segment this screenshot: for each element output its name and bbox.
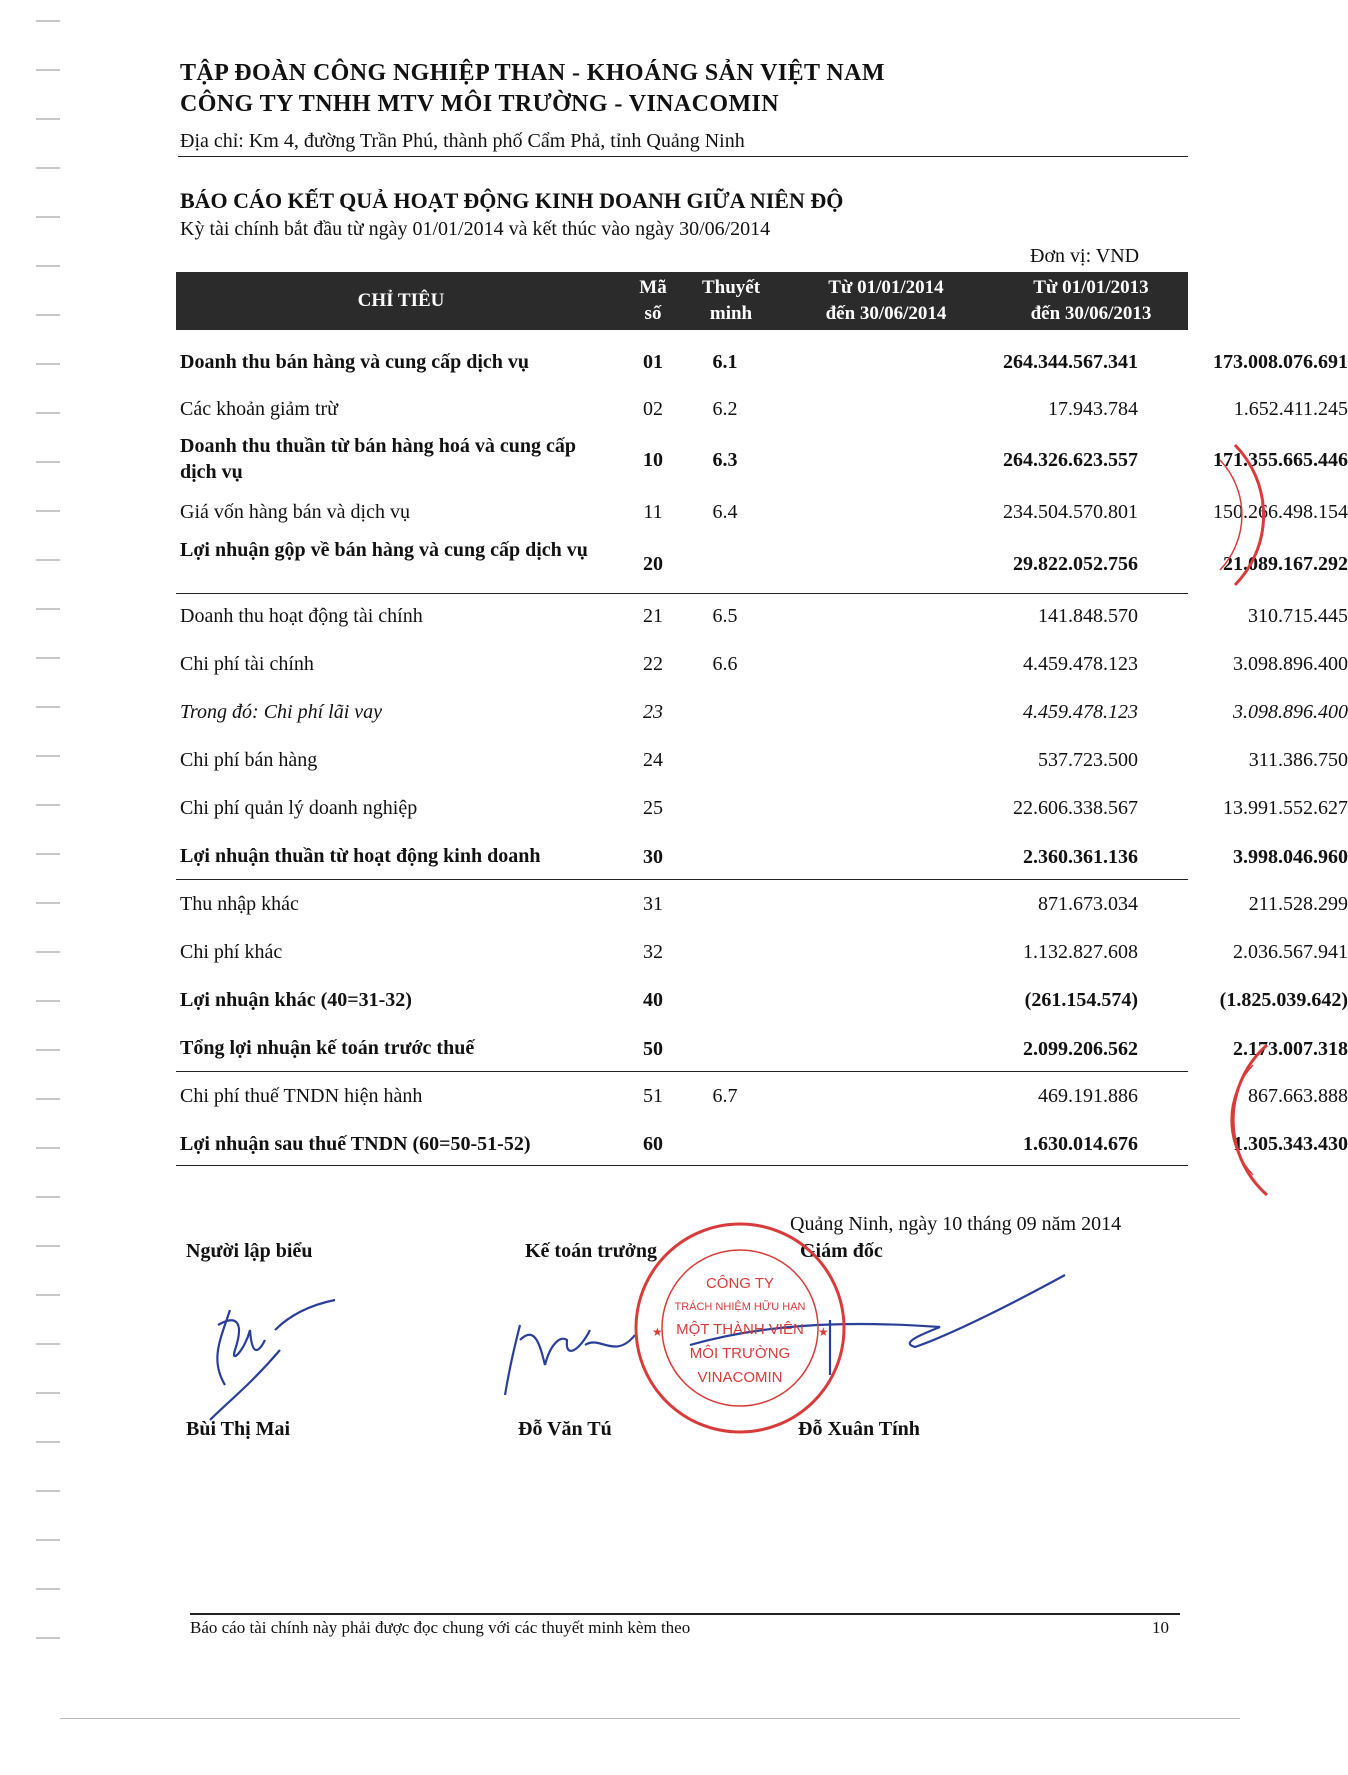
row-prior-value: 2.036.567.941 bbox=[1233, 941, 1348, 963]
header-divider bbox=[178, 156, 1188, 157]
table-row bbox=[176, 597, 1348, 637]
row-code: 10 bbox=[643, 449, 663, 471]
row-prior-value: 150.266.498.154 bbox=[1213, 501, 1348, 523]
row-label: Lợi nhuận sau thuế TNDN (60=50-51-52) bbox=[180, 1133, 531, 1155]
table-row bbox=[176, 493, 1348, 533]
row-current-value: 264.344.567.341 bbox=[1003, 351, 1138, 373]
report-title: BÁO CÁO KẾT QUẢ HOẠT ĐỘNG KINH DOANH GIỮA NIÊN ĐỘ bbox=[180, 188, 844, 213]
stamp-line2: TRÁCH NHIỆM HỮU HẠN bbox=[674, 1301, 806, 1313]
row-code: 30 bbox=[643, 846, 663, 868]
row-prior-value: 2.173.007.318 bbox=[1233, 1038, 1348, 1060]
row-code: 22 bbox=[643, 653, 663, 675]
preparer-signature bbox=[190, 1290, 350, 1430]
row-code: 32 bbox=[643, 941, 663, 963]
row-current-value: 469.191.886 bbox=[1038, 1085, 1138, 1107]
table-row bbox=[176, 1077, 1348, 1117]
binder-mark bbox=[36, 1392, 60, 1394]
row-note: 6.2 bbox=[712, 398, 738, 420]
footer-note: Báo cáo tài chính này phải được đọc chung với các thuyết minh kèm theo bbox=[190, 1618, 691, 1637]
binder-mark bbox=[36, 1049, 60, 1051]
header-current-2: đến 30/06/2014 bbox=[825, 303, 947, 324]
row-current-value: 264.326.623.557 bbox=[1003, 449, 1138, 471]
row-code: 20 bbox=[643, 553, 663, 575]
table-row bbox=[176, 789, 1348, 829]
row-current-value: 871.673.034 bbox=[1038, 893, 1138, 915]
binder-margin bbox=[36, 20, 66, 1700]
director-name: Đỗ Xuân Tính bbox=[798, 1418, 920, 1440]
row-label: Doanh thu bán hàng và cung cấp dịch vụ bbox=[180, 351, 530, 373]
row-code: 02 bbox=[643, 398, 663, 420]
header-code-1: Mã bbox=[639, 277, 667, 298]
row-code: 51 bbox=[643, 1085, 663, 1107]
row-current-value: 4.459.478.123 bbox=[1023, 653, 1138, 675]
row-current-value: 4.459.478.123 bbox=[1023, 701, 1138, 723]
stamp-line1: CÔNG TY bbox=[705, 1275, 775, 1292]
group-name: TẬP ĐOÀN CÔNG NGHIỆP THAN - KHOÁNG SẢN VIỆT NAM bbox=[180, 60, 885, 86]
binder-mark bbox=[36, 657, 60, 659]
header-item: CHỈ TIÊU bbox=[357, 290, 445, 311]
binder-mark bbox=[36, 1098, 60, 1100]
table-row bbox=[176, 885, 1348, 925]
binder-mark bbox=[36, 510, 60, 512]
row-code: 24 bbox=[643, 749, 663, 771]
row-current-value: 1.630.014.676 bbox=[1023, 1133, 1138, 1155]
row-label: Trong đó: Chi phí lãi vay bbox=[180, 701, 383, 723]
binder-mark bbox=[36, 1588, 60, 1590]
binder-mark bbox=[36, 118, 60, 120]
binder-mark bbox=[36, 1000, 60, 1002]
header-prior-2: đến 30/06/2013 bbox=[1030, 303, 1152, 324]
row-prior-value: 171.355.665.446 bbox=[1213, 449, 1348, 471]
row-prior-value: 21.089.167.292 bbox=[1223, 553, 1348, 575]
currency-unit: Đơn vị: VND bbox=[1030, 245, 1140, 267]
binder-mark bbox=[36, 167, 60, 169]
binder-mark bbox=[36, 1539, 60, 1541]
table-row bbox=[176, 1029, 1348, 1072]
binder-mark bbox=[36, 706, 60, 708]
row-label: Tổng lợi nhuận kế toán trước thuế bbox=[180, 1037, 475, 1059]
row-note: 6.5 bbox=[712, 605, 738, 627]
row-label: Doanh thu thuần từ bán hàng hoá và cung cấp dịch vụ bbox=[180, 435, 577, 483]
row-current-value: 141.848.570 bbox=[1038, 605, 1138, 627]
binder-mark bbox=[36, 853, 60, 855]
row-label: Chi phí tài chính bbox=[180, 653, 314, 675]
preparer-title: Người lập biểu bbox=[186, 1240, 313, 1262]
row-prior-value: 311.386.750 bbox=[1248, 749, 1348, 771]
row-label: Các khoản giảm trừ bbox=[180, 398, 339, 420]
row-prior-value: 867.663.888 bbox=[1248, 1085, 1348, 1107]
row-current-value: 1.132.827.608 bbox=[1023, 941, 1138, 963]
row-code: 21 bbox=[643, 605, 663, 627]
director-title: Giám đốc bbox=[800, 1240, 883, 1262]
svg-text:★: ★ bbox=[652, 1325, 663, 1339]
binder-mark bbox=[36, 314, 60, 316]
binder-mark bbox=[36, 1196, 60, 1198]
binder-mark bbox=[36, 20, 60, 22]
page-bottom-line bbox=[60, 1718, 1240, 1719]
table-row bbox=[176, 390, 1348, 430]
row-label: Chi phí quản lý doanh nghiệp bbox=[180, 797, 418, 819]
row-label: Doanh thu hoạt động tài chính bbox=[180, 605, 423, 627]
row-prior-value: 13.991.552.627 bbox=[1223, 797, 1348, 819]
row-code: 23 bbox=[643, 701, 663, 723]
row-code: 40 bbox=[643, 989, 663, 1011]
row-current-value: 537.723.500 bbox=[1038, 749, 1138, 771]
binder-mark bbox=[36, 804, 60, 806]
document-header bbox=[180, 58, 885, 120]
binder-mark bbox=[36, 608, 60, 610]
stamp-line3: MỘT THÀNH VIÊN bbox=[676, 1321, 804, 1338]
row-code: 31 bbox=[643, 893, 663, 915]
row-note: 6.1 bbox=[712, 351, 738, 373]
row-current-value: 17.943.784 bbox=[1048, 398, 1138, 420]
row-prior-value: 173.008.076.691 bbox=[1213, 351, 1348, 373]
row-note: 6.6 bbox=[712, 653, 738, 675]
row-prior-value: (1.825.039.642) bbox=[1219, 989, 1348, 1011]
table-header bbox=[176, 272, 1188, 330]
binder-mark bbox=[36, 461, 60, 463]
binder-mark bbox=[36, 412, 60, 414]
svg-text:★: ★ bbox=[818, 1325, 829, 1339]
row-code: 01 bbox=[643, 351, 663, 373]
accountant-title: Kế toán trưởng bbox=[525, 1240, 657, 1262]
binder-mark bbox=[36, 216, 60, 218]
table-row bbox=[176, 645, 1348, 685]
row-note: 6.7 bbox=[712, 1085, 738, 1107]
binder-mark bbox=[36, 265, 60, 267]
table-row bbox=[176, 933, 1348, 973]
company-address: Địa chỉ: Km 4, đường Trần Phú, thành phố Cẩm Phả, tỉnh Quảng Ninh bbox=[180, 130, 745, 152]
row-label: Lợi nhuận khác (40=31-32) bbox=[180, 989, 412, 1011]
binder-mark bbox=[36, 1490, 60, 1492]
row-prior-value: 211.528.299 bbox=[1248, 893, 1348, 915]
table-row bbox=[176, 343, 1348, 383]
row-current-value: 234.504.570.801 bbox=[1003, 501, 1138, 523]
row-note: 6.3 bbox=[712, 449, 738, 471]
binder-mark bbox=[36, 1637, 60, 1639]
place-date: Quảng Ninh, ngày 10 tháng 09 năm 2014 bbox=[790, 1213, 1122, 1235]
table-row bbox=[176, 741, 1348, 781]
table-row bbox=[176, 981, 1348, 1021]
row-note: 6.4 bbox=[712, 501, 738, 523]
binder-mark bbox=[36, 1245, 60, 1247]
row-current-value: 29.822.052.756 bbox=[1013, 553, 1138, 575]
row-current-value: 2.360.361.136 bbox=[1023, 846, 1138, 868]
row-current-value: 2.099.206.562 bbox=[1023, 1038, 1138, 1060]
row-label: Chi phí thuế TNDN hiện hành bbox=[180, 1085, 423, 1107]
row-label: Lợi nhuận thuần từ hoạt động kinh doanh bbox=[180, 845, 541, 867]
row-label: Giá vốn hàng bán và dịch vụ bbox=[180, 501, 410, 523]
binder-mark bbox=[36, 559, 60, 561]
accountant-signature bbox=[495, 1305, 645, 1405]
header-note-1: Thuyết bbox=[701, 277, 761, 298]
row-prior-value: 1.652.411.245 bbox=[1233, 398, 1348, 420]
header-current-1: Từ 01/01/2014 bbox=[828, 277, 944, 298]
company-stamp bbox=[630, 1218, 850, 1438]
stamp-edge-top bbox=[1215, 440, 1273, 590]
binder-mark bbox=[36, 1441, 60, 1443]
table-row bbox=[176, 433, 1348, 489]
table-row bbox=[176, 837, 1348, 880]
report-period: Kỳ tài chính bắt đầu từ ngày 01/01/2014 và kết thúc vào ngày 30/06/2014 bbox=[180, 218, 771, 240]
binder-mark bbox=[36, 1294, 60, 1296]
table-row bbox=[176, 537, 1348, 594]
row-current-value: 22.606.338.567 bbox=[1013, 797, 1138, 819]
row-prior-value: 1.305.343.430 bbox=[1233, 1133, 1348, 1155]
row-prior-value: 310.715.445 bbox=[1248, 605, 1348, 627]
binder-mark bbox=[36, 951, 60, 953]
binder-mark bbox=[36, 363, 60, 365]
table-row bbox=[176, 1125, 1348, 1166]
stamp-edge-bottom bbox=[1215, 1040, 1273, 1200]
company-name: CÔNG TY TNHH MTV MÔI TRƯỜNG - VINACOMIN bbox=[180, 91, 779, 117]
binder-mark bbox=[36, 69, 60, 71]
accountant-name: Đỗ Văn Tú bbox=[518, 1418, 612, 1440]
header-code-2: số bbox=[644, 303, 662, 324]
row-label: Chi phí bán hàng bbox=[180, 749, 318, 771]
row-prior-value: 3.098.896.400 bbox=[1233, 701, 1348, 723]
footer-divider bbox=[190, 1613, 1180, 1615]
header-prior-1: Từ 01/01/2013 bbox=[1033, 277, 1149, 298]
page-number: 10 bbox=[1152, 1618, 1169, 1637]
stamp-line4: MÔI TRƯỜNG bbox=[689, 1345, 791, 1362]
row-prior-value: 3.098.896.400 bbox=[1233, 653, 1348, 675]
binder-mark bbox=[36, 1343, 60, 1345]
row-code: 11 bbox=[643, 501, 663, 523]
row-prior-value: 3.998.046.960 bbox=[1233, 846, 1348, 868]
header-note-2: minh bbox=[709, 303, 753, 324]
preparer-name: Bùi Thị Mai bbox=[186, 1418, 291, 1440]
row-code: 25 bbox=[643, 797, 663, 819]
stamp-line5: VINACOMIN bbox=[697, 1369, 783, 1386]
row-label: Chi phí khác bbox=[180, 941, 283, 963]
row-code: 60 bbox=[643, 1133, 663, 1155]
row-current-value: (261.154.574) bbox=[1024, 989, 1138, 1011]
row-code: 50 bbox=[643, 1038, 663, 1060]
binder-mark bbox=[36, 755, 60, 757]
row-label: Thu nhập khác bbox=[180, 893, 299, 915]
row-label: Lợi nhuận gộp về bán hàng và cung cấp dịch vụ bbox=[180, 539, 588, 561]
table-row bbox=[176, 693, 1348, 733]
binder-mark bbox=[36, 1147, 60, 1149]
binder-mark bbox=[36, 902, 60, 904]
